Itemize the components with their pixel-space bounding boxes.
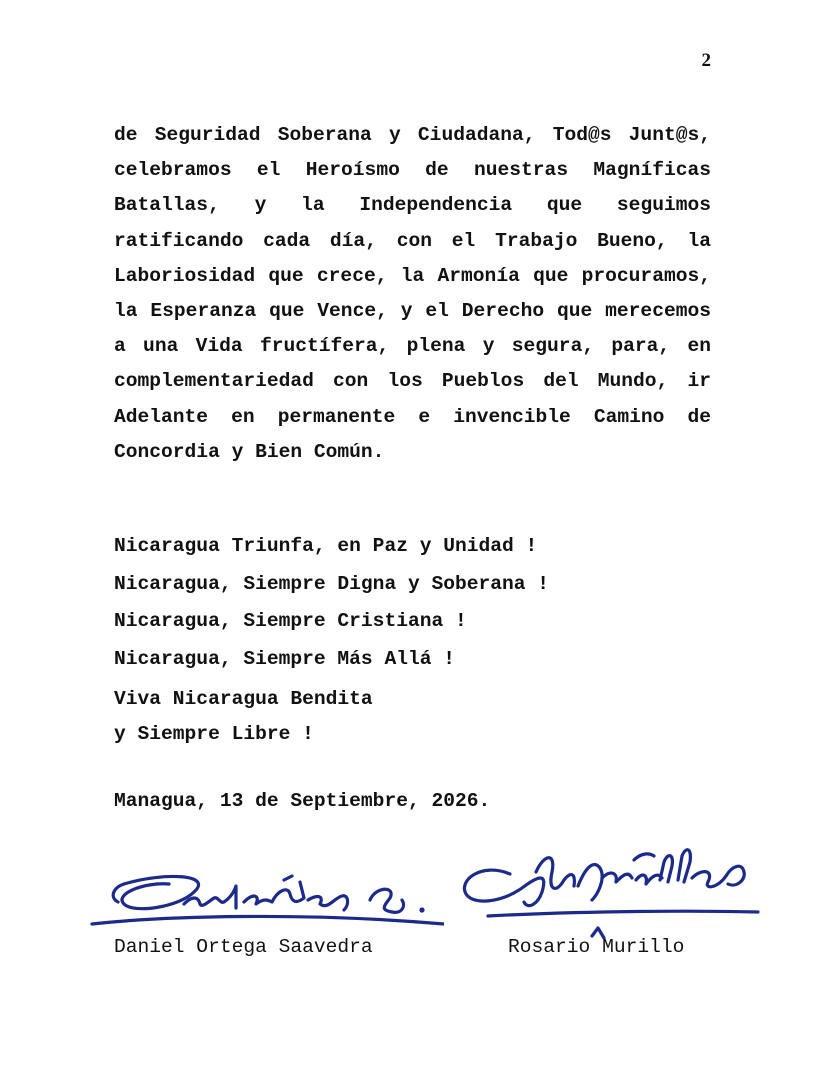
viva-slogan <box>114 682 373 751</box>
closing-line: Nicaragua, Siempre Digna y Soberana ! <box>114 572 550 595</box>
date-line: Managua, 13 de Septiembre, 2026. <box>114 790 491 812</box>
viva-line: Viva Nicaragua Bendita <box>114 688 373 710</box>
body-paragraph: de Seguridad Soberana y Ciudadana, Tod@s Junt@s, celebramos el Heroísmo de nuestras Magníficas Batallas, y la Independencia que seguimos ratificando cada día, con el Trabajo Bueno, la Laboriosidad que crece, la Armonía que procuramos, la Esperanza que Vence, y el Derecho que merecemos a una Vida fructífera, plena y segura, para, en complementariedad con los Pueblos del Mundo, ir Adelante en permanente e invencible Camino de Concordia y Bien Común. <box>114 124 711 463</box>
closing-line: Nicaragua, Siempre Más Allá ! <box>114 647 455 670</box>
signature-daniel-ortega <box>84 852 444 942</box>
closing-slogans <box>114 528 549 678</box>
signer-name-daniel: Daniel Ortega Saavedra <box>114 936 373 958</box>
signer-name-rosario: Rosario Murillo <box>508 936 685 958</box>
closing-line: Nicaragua Triunfa, en Paz y Unidad ! <box>114 535 538 557</box>
page-number: 2 <box>701 50 711 71</box>
viva-line: y Siempre Libre ! <box>114 722 314 745</box>
closing-line: Nicaragua, Siempre Cristiana ! <box>114 610 467 632</box>
